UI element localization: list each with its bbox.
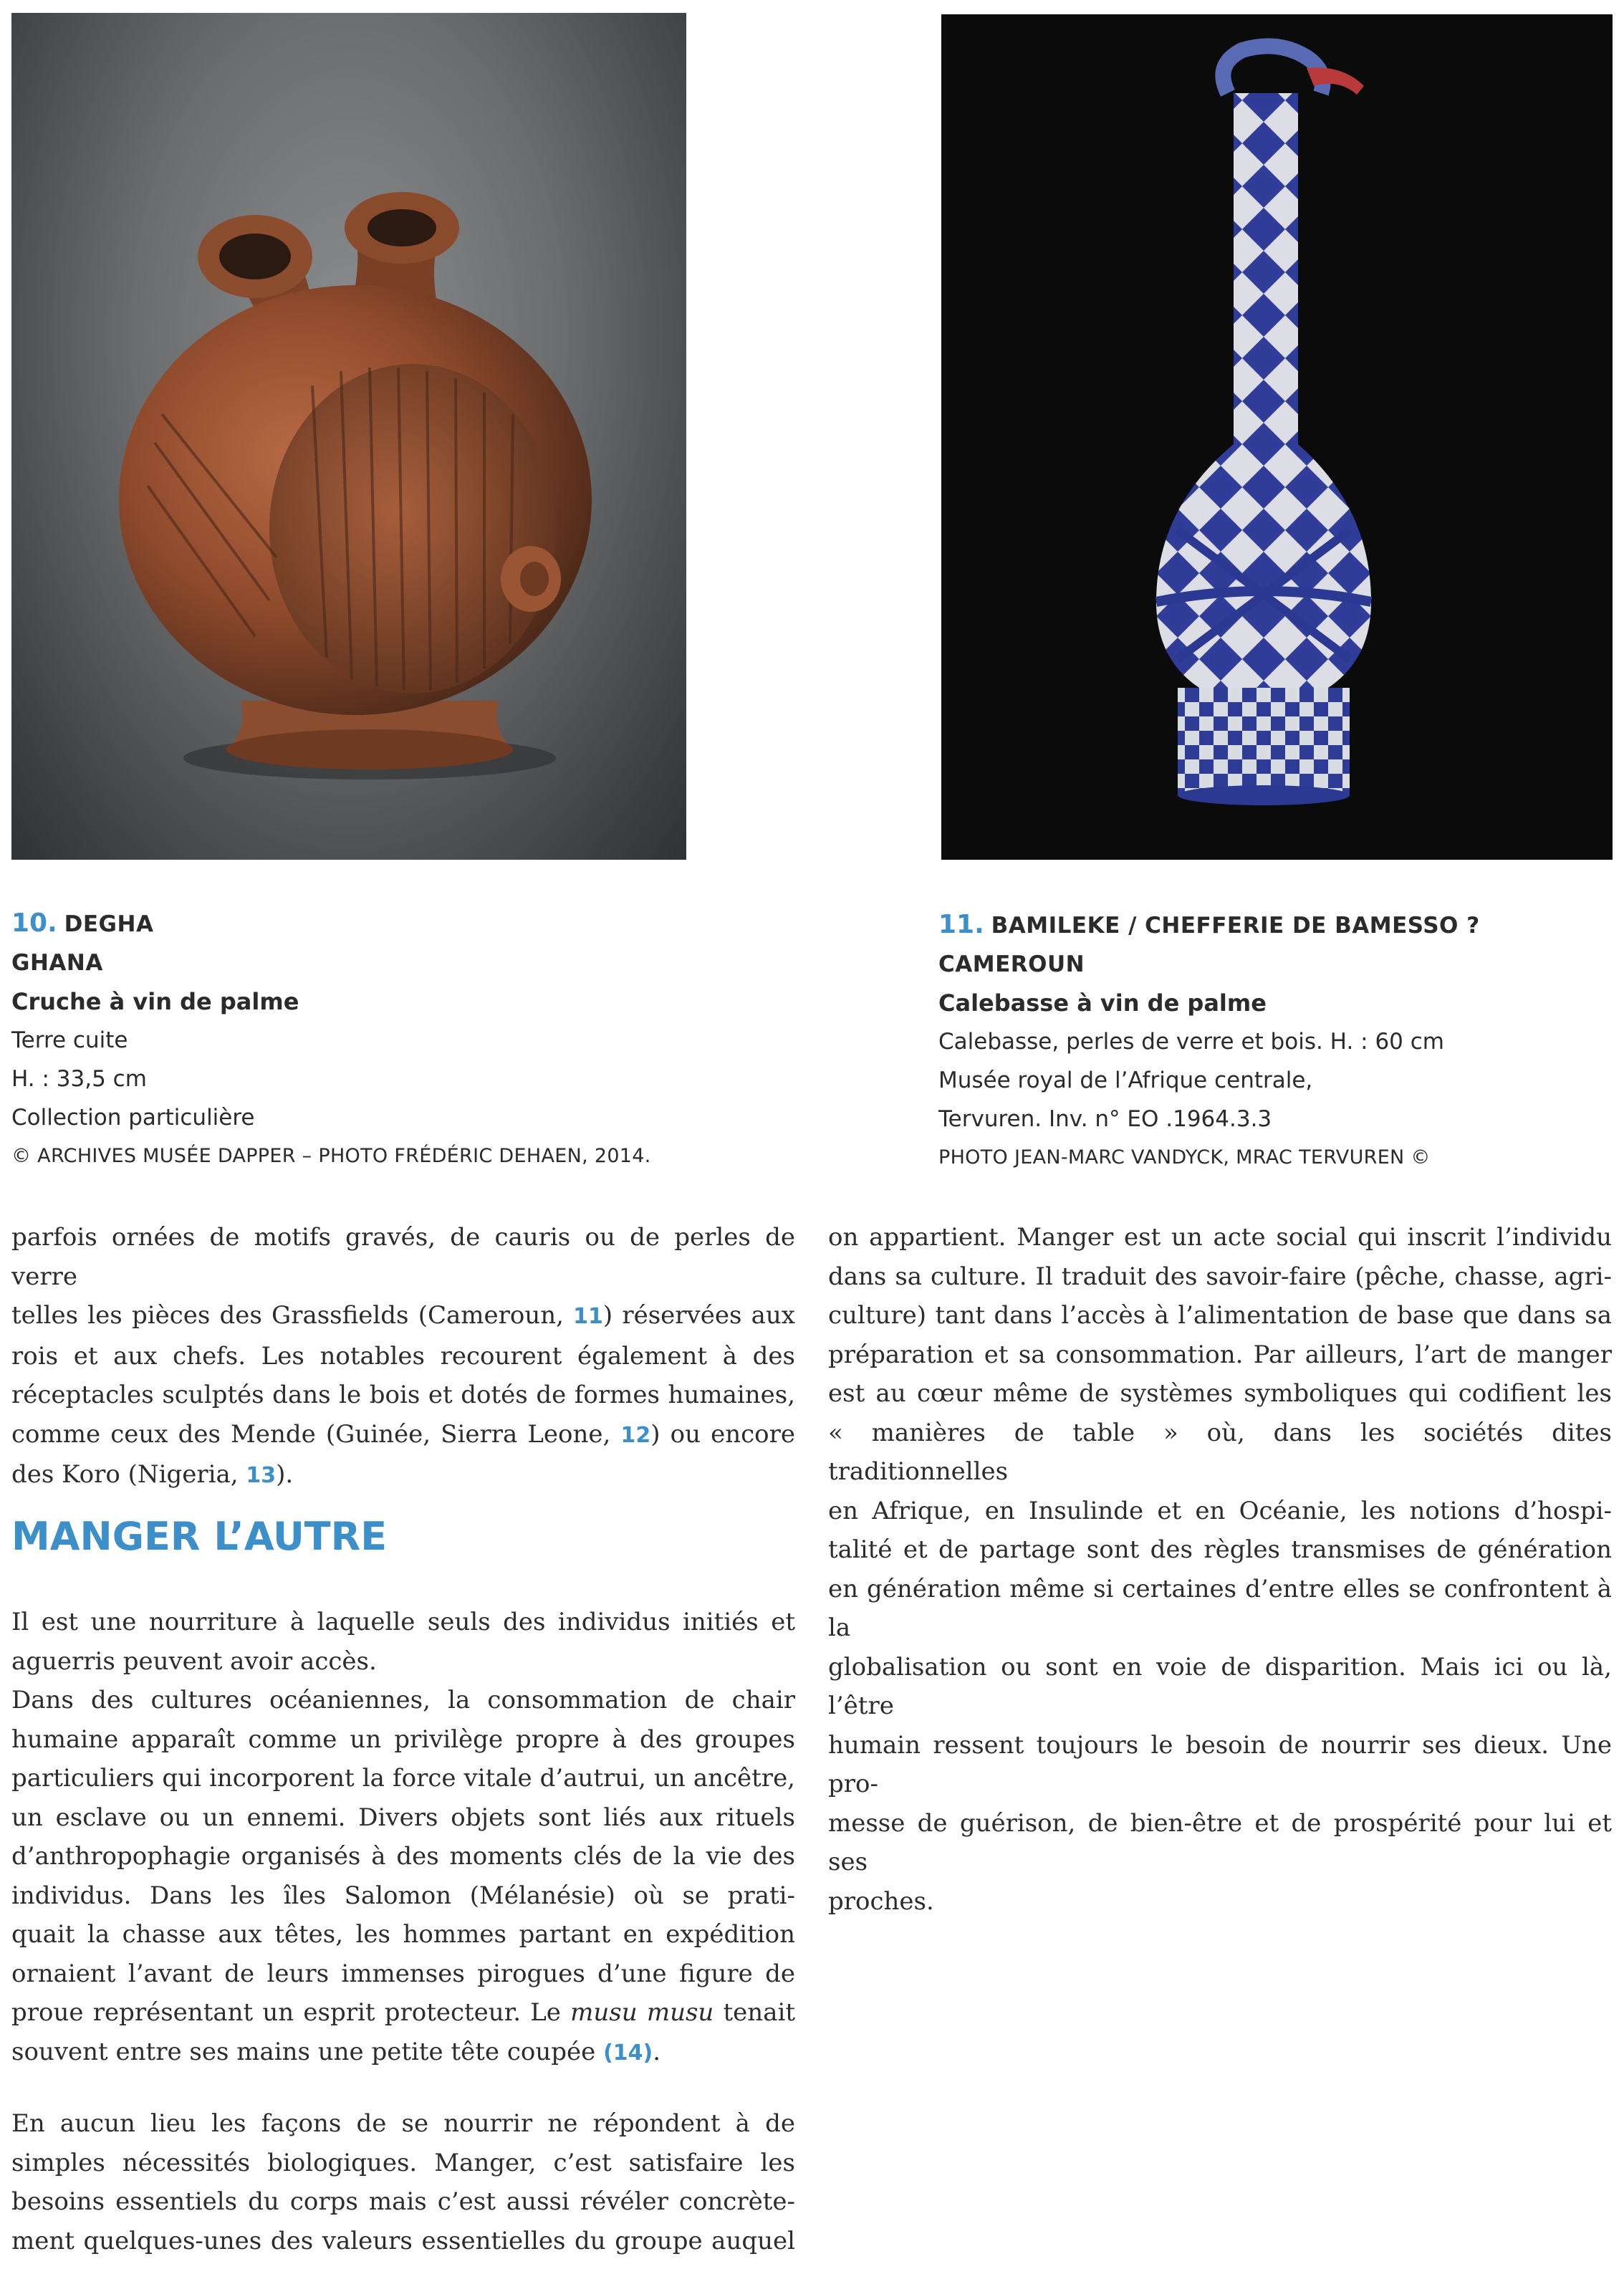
- beaded-calabash-image: [941, 14, 1613, 860]
- caption-object: Calebasse à vin de palme: [938, 989, 1267, 1017]
- text-line: en génération même si certaines d’entre elles se confrontent à la: [828, 1574, 1612, 1642]
- figure-ref-11: 11: [573, 1304, 603, 1329]
- text-line: simples nécessités biologiques. Manger, c’est satisfaire les: [11, 2148, 795, 2177]
- caption-credit: PHOTO JEAN-MARC VANDYCK, MRAC TERVUREN ©: [938, 1146, 1431, 1169]
- text-line: aguerris peuvent avoir accès.: [11, 1646, 377, 1676]
- text-line: individus. Dans les îles Salomon (Mélanésie) où se prati-: [11, 1881, 795, 1910]
- text-line: [11, 2033, 795, 2073]
- italic-term: musu musu: [570, 1998, 714, 2027]
- text-line: d’anthropophagie organisés à des moments clés de la vie des: [11, 1842, 795, 1871]
- text-line: « manières de table » où, dans les sociétés dites traditionnelles: [828, 1418, 1612, 1486]
- text-span: ) réservées aux: [602, 1301, 795, 1330]
- text-line: proches.: [828, 1886, 934, 1916]
- text-line: culture) tant dans l’accès à l’alimentation de base que dans sa: [828, 1301, 1612, 1330]
- photo-beaded-calabash: [941, 14, 1613, 860]
- photo-terracotta-vessel: [11, 13, 686, 860]
- text-line: en Afrique, en Insulinde et en Océanie, les notions d’hospi-: [828, 1496, 1612, 1525]
- caption-country: CAMEROUN: [938, 951, 1085, 977]
- text-line: particuliers qui incorporent la force vitale d’autrui, un ancêtre,: [11, 1764, 795, 1793]
- text-span: telles les pièces des Grassfields (Cameroun,: [11, 1301, 574, 1330]
- text-span: proue représentant un esprit protecteur. Le: [11, 1998, 571, 2027]
- left-column-middle: [11, 1603, 795, 2073]
- text-span: .: [653, 2037, 661, 2066]
- text-line: besoins essentiels du corps mais c’est aussi révéler concrète-: [11, 2187, 795, 2216]
- left-column-bottom: [11, 2104, 795, 2260]
- section-heading: MANGER L’AUTRE: [11, 1514, 388, 1559]
- caption-dimension: H. : 33,5 cm: [11, 1066, 147, 1092]
- figure-number: 10.: [11, 908, 57, 938]
- text-line: préparation et sa consommation. Par ailleurs, l’art de manger: [828, 1340, 1612, 1369]
- text-line: un esclave ou un ennemi. Divers objets sont liés aux rituels: [11, 1803, 795, 1832]
- caption-material: Terre cuite: [11, 1027, 128, 1053]
- right-column: [828, 1218, 1612, 1921]
- caption-credit: © ARCHIVES MUSÉE DAPPER – PHOTO FRÉDÉRIC DEHAEN, 2014.: [11, 1145, 651, 1167]
- text-line: parfois ornées de motifs gravés, de cauris ou de perles de verre: [11, 1223, 795, 1291]
- figure-ref-12: 12: [620, 1422, 651, 1448]
- caption-inventory: Tervuren. Inv. n° EO .1964.3.3: [938, 1106, 1272, 1132]
- terracotta-vessel-image: [11, 13, 686, 860]
- text-line: réceptacles sculptés dans le bois et dotés de formes humaines,: [11, 1381, 795, 1409]
- caption-title: DEGHA: [64, 911, 154, 937]
- caption-right: [938, 906, 1480, 1177]
- figure-ref-14: (14): [603, 2040, 653, 2066]
- text-line: [11, 1993, 795, 2033]
- text-span: ).: [276, 1460, 294, 1489]
- caption-country: GHANA: [11, 950, 103, 976]
- text-span: tenait: [713, 1998, 796, 2027]
- caption-object: Cruche à vin de palme: [11, 988, 299, 1015]
- text-line: Il est une nourriture à laquelle seuls des individus initiés et: [11, 1608, 795, 1636]
- text-line: Dans des cultures océaniennes, la consommation de chair: [11, 1686, 795, 1714]
- figure-ref-13: 13: [246, 1463, 277, 1488]
- text-span: ) ou encore: [650, 1419, 795, 1449]
- caption-left: [11, 904, 651, 1176]
- text-line: humaine apparaît comme un privilège propre à des groupes: [11, 1724, 795, 1754]
- text-line: on appartient. Manger est un acte social qui inscrit l’individu: [828, 1223, 1612, 1252]
- text-line: globalisation ou sont en voie de disparition. Mais ici ou là, l’être: [828, 1652, 1612, 1720]
- text-line: [11, 1455, 795, 1496]
- text-line: ment quelques-unes des valeurs essentielles du groupe auquel: [11, 2226, 795, 2255]
- text-span: comme ceux des Mende (Guinée, Sierra Leone,: [11, 1419, 621, 1449]
- text-line: ornaient l’avant de leurs immenses pirogues d’une figure de: [11, 1959, 795, 1988]
- text-line: [11, 1415, 795, 1456]
- text-span: souvent entre ses mains une petite tête coupée: [11, 2037, 604, 2066]
- text-line: quait la chasse aux têtes, les hommes partant en expédition: [11, 1920, 795, 1949]
- text-line: dans sa culture. Il traduit des savoir-faire (pêche, chasse, agri-: [828, 1262, 1612, 1291]
- left-column-top: [11, 1218, 795, 1496]
- text-line: est au cœur même de systèmes symboliques qui codifient les: [828, 1379, 1612, 1408]
- caption-right-title-line: [938, 906, 1480, 945]
- text-line: rois et aux chefs. Les notables recourent également à des: [11, 1341, 795, 1371]
- text-line: messe de guérison, de bien-être et de prospérité pour lui et ses: [828, 1808, 1612, 1876]
- text-line: talité et de partage sont des règles transmises de génération: [828, 1535, 1612, 1564]
- caption-museum: Musée royal de l’Afrique centrale,: [938, 1068, 1313, 1093]
- text-line: [11, 1296, 795, 1337]
- caption-collection: Collection particulière: [11, 1105, 255, 1131]
- text-line: En aucun lieu les façons de se nourrir ne répondent à de: [11, 2109, 795, 2138]
- caption-material: Calebasse, perles de verre et bois. H. : 60 cm: [938, 1029, 1444, 1055]
- text-line: humain ressent toujours le besoin de nourrir ses dieux. Une pro-: [828, 1730, 1612, 1798]
- caption-left-title-line: [11, 904, 651, 944]
- caption-title: BAMILEKE / CHEFFERIE DE BAMESSO ?: [991, 913, 1480, 939]
- text-span: des Koro (Nigeria,: [11, 1460, 246, 1489]
- figure-number: 11.: [938, 910, 984, 939]
